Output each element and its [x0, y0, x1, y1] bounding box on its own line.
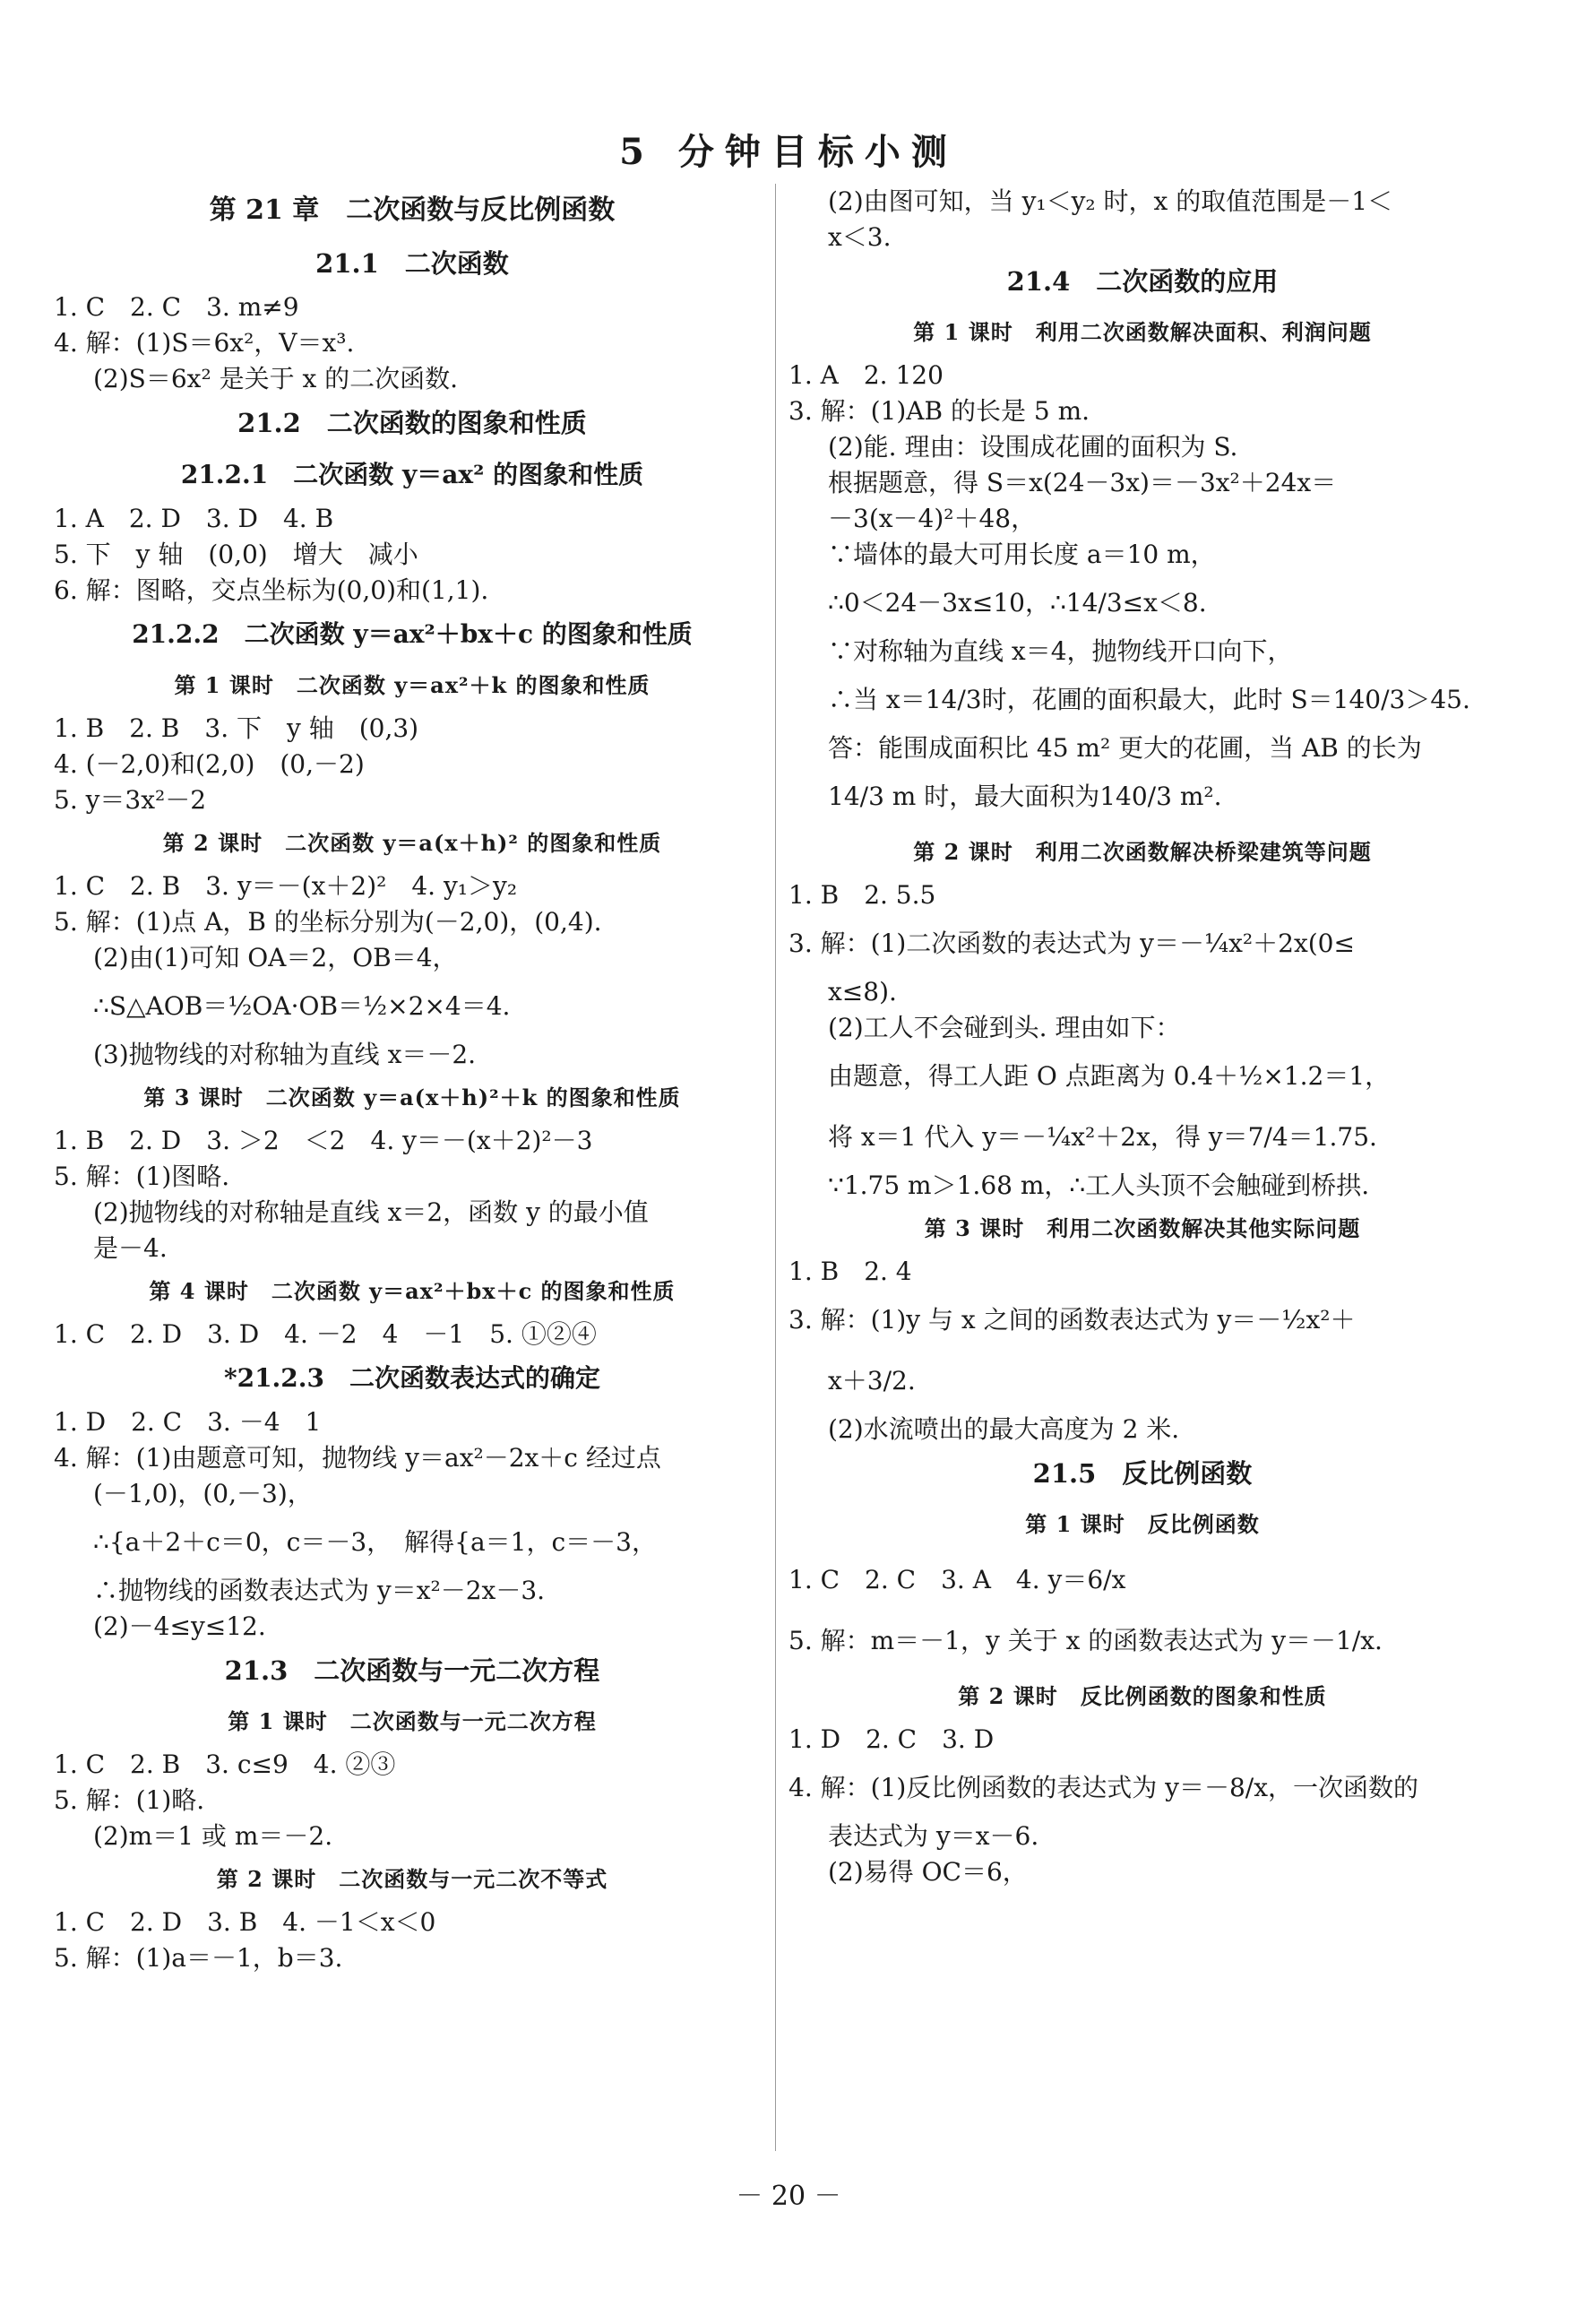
lesson-heading: 第 2 课时 反比例函数的图象和性质 — [958, 1683, 1327, 1709]
answer-line: x≤8). — [828, 977, 897, 1006]
answer-line: 答：能围成面积比 45 m² 更大的花圃，当 AB 的长为 — [828, 733, 1422, 763]
answer-line: 14/3 m 时，最大面积为140/3 m². — [828, 782, 1222, 811]
section-heading: 21.4 二次函数的应用 — [1006, 266, 1279, 297]
chapter-heading: 第 21 章 二次函数与反比例函数 — [209, 194, 616, 226]
section-heading: 21.1 二次函数 — [315, 248, 509, 279]
answer-line: (2)水流喷出的最大高度为 2 米. — [828, 1414, 1180, 1444]
section-heading: 21.5 反比例函数 — [1032, 1458, 1253, 1489]
answer-line: ∵1.75 m＞1.68 m，∴工人头顶不会触碰到桥拱. — [828, 1171, 1370, 1200]
answer-line: ∵墙体的最大可用长度 a＝10 m， — [828, 540, 1216, 569]
answer-line: 5. 解：(1)a＝－1，b＝3. — [54, 1943, 343, 1973]
answer-line: 1. C 2. D 3. B 4. －1＜x＜0 — [54, 1907, 436, 1937]
lesson-heading: 第 2 课时 二次函数与一元二次不等式 — [216, 1866, 608, 1892]
answer-line: 5. 下 y 轴 (0,0) 增大 减小 — [54, 540, 418, 569]
lesson-heading: 第 4 课时 二次函数 y＝ax²＋bx＋c 的图象和性质 — [149, 1278, 676, 1304]
column-divider — [775, 184, 776, 2151]
answer-line: 将 x＝1 代入 y＝－¼x²＋2x，得 y＝7/4＝1.75. — [828, 1122, 1377, 1152]
answer-line: 是－4. — [93, 1233, 168, 1263]
answer-line: x＜3. — [828, 222, 892, 252]
section-heading: 21.2 二次函数的图象和性质 — [237, 408, 587, 438]
left-column — [54, 184, 771, 1976]
answer-line: ∴{a＋2＋c＝0，c＝－3， 解得{a＝1，c＝－3， — [93, 1527, 657, 1557]
lesson-heading: 第 1 课时 二次函数与一元二次方程 — [228, 1708, 597, 1734]
lesson-heading: 第 2 课时 利用二次函数解决桥梁建筑等问题 — [913, 839, 1372, 865]
answer-line: 1. B 2. B 3. 下 y 轴 (0,3) — [54, 713, 419, 743]
answer-line: 1. D 2. C 3. D — [788, 1724, 995, 1754]
answer-line: 1. C 2. B 3. y＝－(x＋2)² 4. y₁＞y₂ — [54, 871, 518, 901]
answer-line: ∵对称轴为直线 x＝4，抛物线开口向下， — [828, 636, 1293, 666]
answer-line: 1. C 2. D 3. D 4. －2 4 －1 5. ①②④ — [54, 1319, 597, 1349]
answer-line: x＋3/2. — [828, 1366, 916, 1395]
answer-line: 4. 解：(1)由题意可知，抛物线 y＝ax²－2x＋c 经过点 — [54, 1443, 661, 1473]
answer-line: 1. C 2. C 3. m≠9 — [54, 292, 299, 322]
right-column — [788, 184, 1496, 1890]
answer-line: (2)由图可知，当 y₁＜y₂ 时，x 的取值范围是－1＜ — [828, 186, 1393, 216]
answer-line: 4. 解：(1)反比例函数的表达式为 y＝－8/x，一次函数的 — [788, 1773, 1419, 1802]
answer-line: (2)工人不会碰到头. 理由如下： — [828, 1013, 1181, 1042]
answer-line: 1. D 2. C 3. －4 1 — [54, 1407, 322, 1437]
lesson-heading: 第 1 课时 利用二次函数解决面积、利润问题 — [913, 319, 1372, 345]
answer-line: 3. 解：(1)AB 的长是 5 m. — [788, 396, 1090, 426]
lesson-heading: 第 3 课时 利用二次函数解决其他实际问题 — [924, 1215, 1361, 1241]
answer-line: 5. 解：(1)图略. — [54, 1162, 230, 1191]
answer-line: (2)－4≤y≤12. — [93, 1611, 266, 1641]
section-heading: 21.3 二次函数与一元二次方程 — [224, 1655, 600, 1686]
answer-line: 5. 解：m＝－1，y 关于 x 的函数表达式为 y＝－1/x. — [788, 1626, 1383, 1655]
answer-line: ∴0＜24－3x≤10，∴14/3≤x＜8. — [828, 588, 1207, 618]
subsection-heading: 21.2.1 二次函数 y＝ax² 的图象和性质 — [180, 460, 644, 489]
answer-line: ∴当 x＝14/3时，花圃的面积最大，此时 S＝140/3＞45. — [828, 685, 1470, 714]
answer-line: 6. 解：图略，交点坐标为(0,0)和(1,1). — [54, 575, 489, 605]
answer-line: 1. C 2. B 3. c≤9 4. ②③ — [54, 1749, 396, 1779]
answer-line: ∴抛物线的函数表达式为 y＝x²－2x－3. — [93, 1576, 546, 1605]
answer-line: (2)能. 理由：设围成花圃的面积为 S. — [828, 432, 1238, 462]
answer-line: ∴S△AOB＝½OA·OB＝½×2×4＝4. — [93, 991, 511, 1021]
answer-line: 1. B 2. 5.5 — [788, 880, 936, 910]
answer-line: 1. B 2. 4 — [788, 1257, 912, 1286]
answer-line: (2)S＝6x² 是关于 x 的二次函数. — [93, 364, 459, 393]
page-title: 5 分钟目标小测 — [619, 131, 958, 173]
answer-line: 5. y＝3x²－2 — [54, 785, 207, 815]
answer-line: 由题意，得工人距 O 点距离为 0.4＋½×1.2＝1， — [828, 1061, 1391, 1091]
answer-line: 表达式为 y＝x－6. — [828, 1821, 1039, 1851]
answer-line: 5. 解：(1)略. — [54, 1785, 205, 1815]
answer-line: (2)易得 OC＝6， — [828, 1857, 1028, 1887]
answer-line: 3. 解：(1)y 与 x 之间的函数表达式为 y＝－½x²＋ — [788, 1305, 1356, 1335]
answer-line: (－1,0)，(0,－3)， — [93, 1479, 313, 1508]
subsection-heading: 21.2.2 二次函数 y＝ax²＋bx＋c 的图象和性质 — [132, 619, 693, 649]
answer-line: 5. 解：(1)点 A，B 的坐标分别为(－2,0)，(0,4). — [54, 907, 602, 937]
answer-line: －3(x－4)²＋48， — [828, 504, 1037, 533]
answer-line: 1. B 2. D 3. ＞2 ＜2 4. y＝－(x＋2)²－3 — [54, 1126, 593, 1155]
answer-line: 1. A 2. 120 — [788, 360, 944, 390]
answer-line: (2)由(1)可知 OA＝2，OB＝4， — [93, 943, 458, 972]
answer-line: 1. C 2. C 3. A 4. y＝6/x — [788, 1565, 1126, 1594]
answer-line: (3)抛物线的对称轴为直线 x＝－2. — [93, 1040, 477, 1069]
lesson-heading: 第 1 课时 二次函数 y＝ax²＋k 的图象和性质 — [174, 672, 651, 698]
answer-line: 4. (－2,0)和(2,0) (0,－2) — [54, 749, 365, 779]
answer-line: (2)抛物线的对称轴是直线 x＝2，函数 y 的最小值 — [93, 1197, 649, 1227]
answer-line: 根据题意，得 S＝x(24－3x)＝－3x²＋24x＝ — [828, 468, 1337, 497]
answer-line: 3. 解：(1)二次函数的表达式为 y＝－¼x²＋2x(0≤ — [788, 929, 1355, 958]
subsection-heading: *21.2.3 二次函数表达式的确定 — [223, 1363, 601, 1393]
answer-line: (2)m＝1 或 m＝－2. — [93, 1821, 333, 1851]
lesson-heading: 第 2 课时 二次函数 y＝a(x＋h)² 的图象和性质 — [162, 830, 662, 856]
answer-line: 1. A 2. D 3. D 4. B — [54, 504, 334, 533]
lesson-heading: 第 3 课时 二次函数 y＝a(x＋h)²＋k 的图象和性质 — [143, 1084, 681, 1110]
answer-line: 4. 解：(1)S＝6x²，V＝x³. — [54, 328, 355, 358]
lesson-heading: 第 1 课时 反比例函数 — [1025, 1511, 1260, 1537]
page-number: － 20 － — [736, 2181, 841, 2212]
